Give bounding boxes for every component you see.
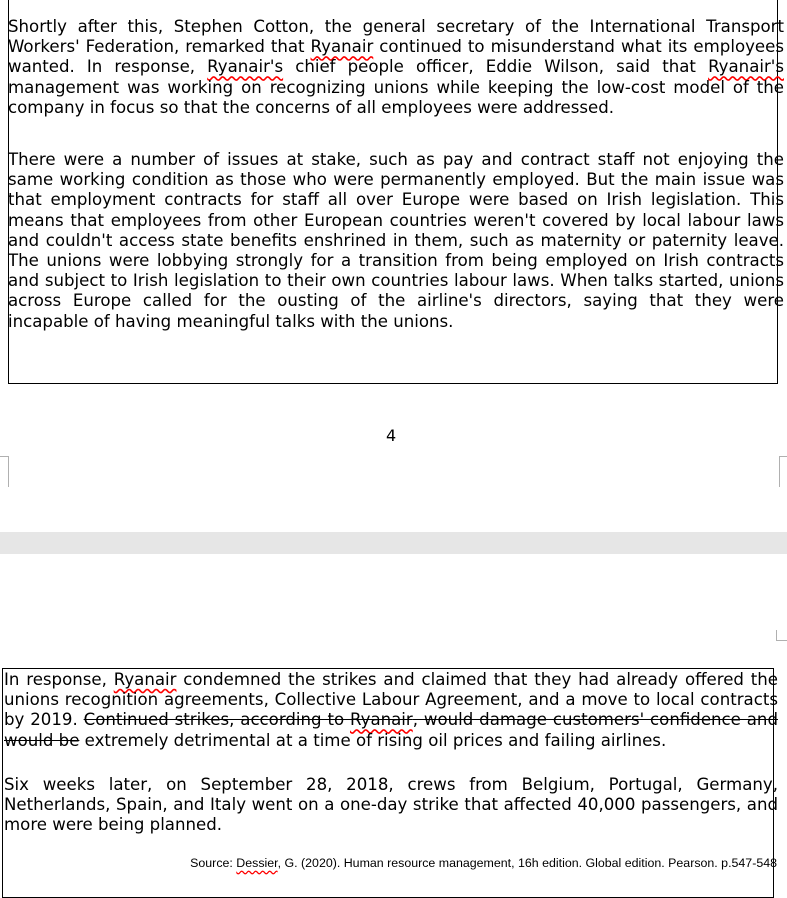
- spellcheck-word[interactable]: Ryanair: [310, 37, 374, 57]
- page-margin-corner-right: [779, 456, 787, 487]
- page-number: 4: [386, 426, 397, 445]
- paragraph-2: There were a number of issues at stake, such as pay and contract staff not enjoying the same working condition as those who were permanently employed. But the main issue was that employment contracts for staff all over Europe were based on Irish legislation. This means that employees from other European countries weren't covered by local labour laws and couldn't access state benefits enshrined in them, such as maternity or paternity leave. The unions were lobbying strongly for a transition from being employed on Irish contracts and subject to Irish legislation to their own countries labour laws. When talks started, unions across Europe called for the ousting of the airline's directors, saying that they were incapable of having meaningful talks with the unions.: [8, 150, 784, 331]
- spellcheck-word[interactable]: Ryanair: [350, 710, 413, 730]
- paragraph-3: In response, Ryanair condemned the strikes and claimed that they had already offered the unions recognition agreements, Collective Labour Agreement, and a move to local contracts by 2019. Continued strikes, according to Ryanair, would damage customers' confidence and would be extremely detrimental at a time of rising oil prices and failing airlines.: [4, 670, 779, 750]
- paragraph-4: Six weeks later, on September 28, 2018, crews from Belgium, Portugal, Germany, Netherlands, Spain, and Italy went on a one-day strike that affected 40,000 passengers, and more were being planned.: [4, 775, 778, 835]
- page-margin-corner-left: [0, 456, 9, 487]
- page-margin-corner-top-right: [776, 630, 787, 641]
- spellcheck-word[interactable]: Ryanair's: [708, 57, 784, 77]
- spellcheck-word[interactable]: Ryanair: [113, 670, 177, 689]
- strikethrough-text: Continued strikes, according to Ryanair, would damage customers' confidence and would be: [4, 710, 778, 750]
- paragraph-1: Shortly after this, Stephen Cotton, the general secretary of the International Transport Workers' Federation, remarked that Ryanair continued to misunderstand what its employees wanted. In response, Ryanair's chief people officer, Eddie Wilson, said that Ryanair's management was working on recognizing unions while keeping the low-cost model of the company in focus so that the concerns of all employees were addressed.: [8, 17, 784, 117]
- source-citation: Source: Dessier, G. (2020). Human resource management, 16h edition. Global edition. Pearson. p.547-548: [190, 856, 777, 870]
- page-separator: [0, 532, 787, 554]
- spellcheck-word[interactable]: Dessier: [236, 856, 278, 870]
- spellcheck-word[interactable]: Ryanair's: [207, 57, 284, 77]
